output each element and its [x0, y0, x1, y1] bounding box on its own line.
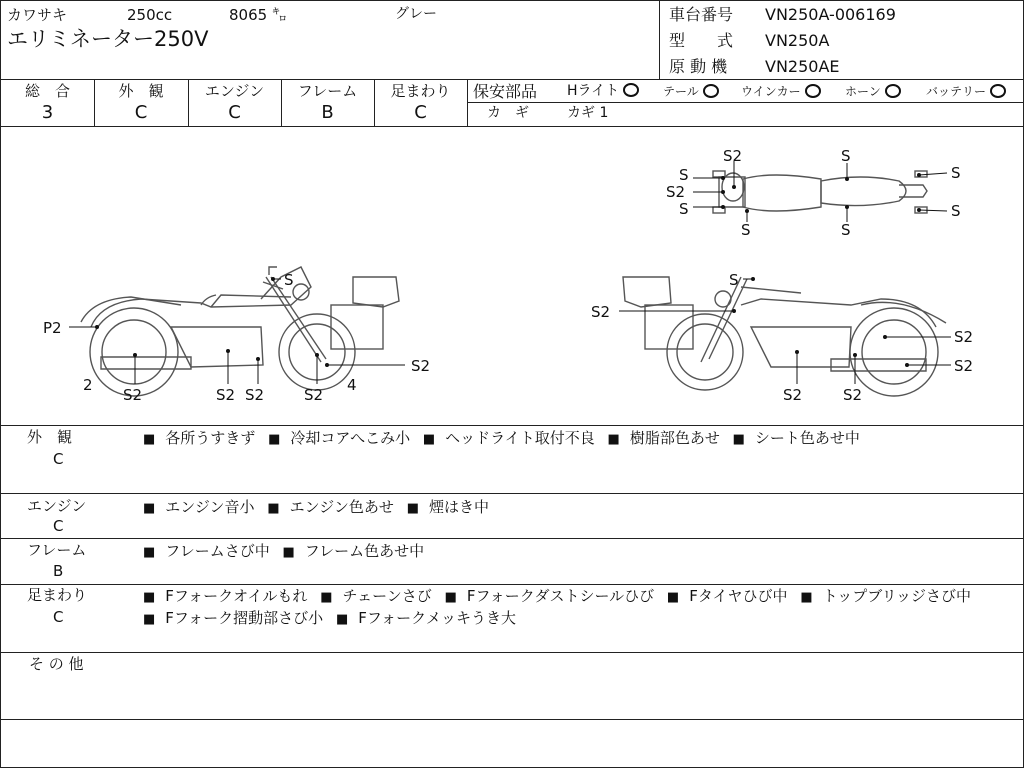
mark-label: S: [679, 200, 689, 218]
frame-no: VN250A-006169: [765, 5, 896, 24]
ok-circle-icon: [703, 84, 719, 98]
mileage: 8065 ㌔: [229, 6, 287, 24]
grade-exterior-label: 外 観: [118, 82, 164, 100]
key-value: カギ 1: [567, 105, 609, 121]
ok-circle-icon: [990, 84, 1006, 98]
mark-label: S2: [411, 357, 431, 375]
remark-items-suspension-line1: ■ Fフォークオイルもれ ■ チェーンさび ■ Fフォークダストシールひび ■ Fタイヤひび中 ■ トップブリッジさび中: [143, 587, 971, 605]
header-divider: [659, 1, 660, 79]
frame-no-label: 車台番号: [669, 5, 734, 24]
ok-circle-icon: [885, 84, 901, 98]
type-value: VN250A: [765, 31, 830, 50]
maker: カワサキ: [7, 6, 68, 24]
remark-title-suspension: 足まわり: [27, 586, 88, 604]
safety-item-battery: バッテリー: [926, 85, 1006, 99]
grade-frame-label: フレーム: [297, 82, 358, 100]
mark-label: S: [951, 164, 961, 182]
remark-title-frame: フレーム: [27, 541, 87, 559]
mark-label: S2: [123, 386, 143, 404]
safety-item-horn: ホーン: [845, 85, 901, 99]
remark-grade-exterior: C: [53, 450, 64, 468]
type-label: 型 式: [669, 31, 734, 50]
grade-exterior-value: C: [134, 102, 148, 123]
grade-total-label: 総 合: [24, 82, 70, 100]
mark-label: S: [841, 221, 851, 239]
model-name: エリミネーター250V: [7, 27, 209, 51]
remark-items-engine: ■ エンジン音小 ■ エンジン色あせ ■ 煙はき中: [143, 498, 489, 516]
bike-top-view: [713, 171, 927, 213]
mark-label: 2: [83, 376, 93, 394]
remark-title-other: そ の 他: [29, 655, 84, 673]
remark-grade-engine: C: [53, 517, 64, 535]
mark-label: S2: [304, 386, 324, 404]
mark-label: S2: [723, 147, 743, 165]
remark-title-engine: エンジン: [27, 497, 87, 515]
grade-row-top: [1, 79, 1023, 80]
safety-item-headlight: Hライト: [567, 84, 639, 98]
remark-items-suspension-line2: ■ Fフォーク摺動部さび小 ■ Fフォークメッキうき大: [143, 609, 516, 627]
mark-label: S: [729, 271, 739, 289]
grade-suspension-label: 足まわり: [390, 82, 451, 100]
engine-value: VN250AE: [765, 57, 840, 76]
remark-items-exterior: ■ 各所うすきず ■ 冷却コアへこみ小 ■ ヘッドライト取付不良 ■ 樹脂部色あせ ■ シート色あせ中: [143, 429, 860, 447]
key-label: カ ギ: [487, 105, 529, 121]
damage-diagram: [1, 127, 1023, 425]
remark-title-exterior: 外 観: [27, 428, 73, 446]
remark-grade-suspension: C: [53, 608, 64, 626]
mark-label: 4: [347, 376, 357, 394]
ok-circle-icon: [805, 84, 821, 98]
displacement: 250cc: [127, 6, 173, 24]
mark-label: S: [841, 147, 851, 165]
color: グレー: [395, 6, 437, 22]
grade-frame-value: B: [321, 102, 334, 123]
safety-label: 保安部品: [473, 82, 538, 101]
remark-grade-frame: B: [53, 562, 64, 580]
mark-label: S2: [216, 386, 236, 404]
grade-engine-value: C: [228, 102, 241, 123]
mark-label: S2: [783, 386, 803, 404]
mark-label: S2: [843, 386, 863, 404]
mark-label: S: [951, 202, 961, 220]
mark-label: S2: [666, 183, 686, 201]
mark-label: S: [284, 271, 294, 289]
mark-label: S2: [954, 328, 974, 346]
grade-suspension-value: C: [414, 102, 427, 123]
grade-engine-label: エンジン: [204, 82, 265, 100]
mark-label: S2: [245, 386, 265, 404]
grade-total-value: 3: [41, 102, 54, 123]
mark-label: P2: [43, 319, 62, 337]
ok-circle-icon: [623, 83, 639, 97]
mark-label: S: [741, 221, 751, 239]
safety-item-winker: ウインカー: [741, 85, 821, 99]
mark-label: S: [679, 166, 689, 184]
safety-item-tail: テール: [663, 85, 719, 99]
remark-items-frame: ■ フレームさび中 ■ フレーム色あせ中: [143, 542, 425, 560]
mark-label: S2: [591, 303, 611, 321]
mark-label: S2: [954, 357, 974, 375]
engine-label: 原 動 機: [669, 57, 728, 76]
